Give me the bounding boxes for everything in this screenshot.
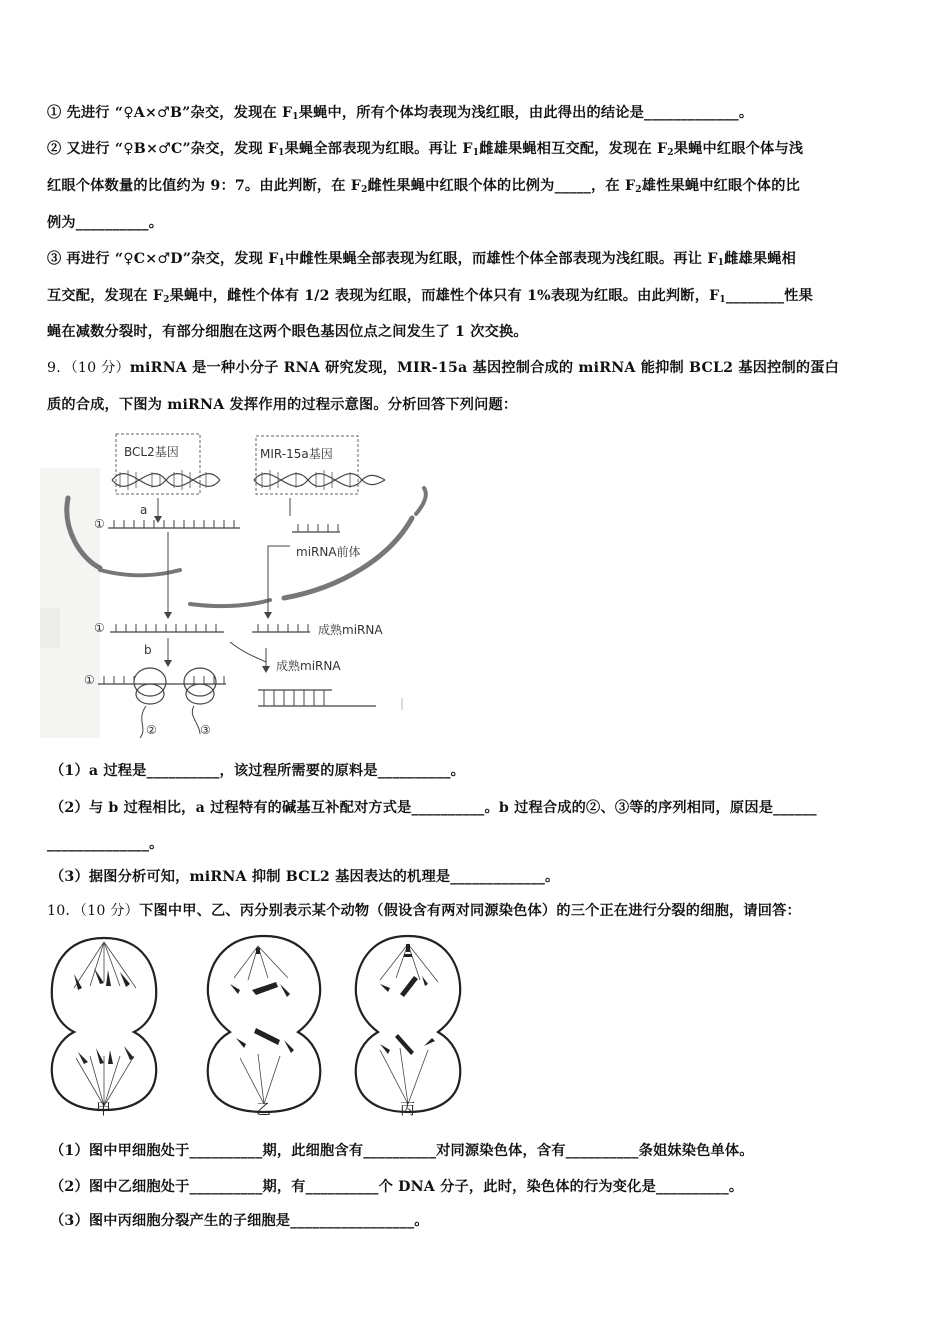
q9-stem-line2: 质的合成，下图为 miRNA 发挥作用的过程示意图。分析回答下列问题： bbox=[47, 397, 518, 413]
label-b: b bbox=[144, 643, 152, 657]
q9-number: 9．（10 分） bbox=[47, 360, 130, 376]
mature-mirna-label-1: 成熟miRNA bbox=[318, 623, 383, 637]
q8-part2-line1: ② 又进行 “♀B×♂C”杂交，发现 $F_1$果蝇全部表现为红眼。再让 $F_1$雌雄果蝇相互交配，发现在 $F_2$果蝇中红眼个体与浅 bbox=[47, 141, 804, 158]
circle-label-1b: ① bbox=[94, 621, 105, 635]
circle-label-3: ③ bbox=[200, 723, 211, 737]
cell-label-bing: 丙 bbox=[400, 1100, 416, 1118]
label-a: a bbox=[140, 503, 148, 517]
cell-division-figure bbox=[44, 928, 484, 1120]
mature-mirna-label-2: 成熟miRNA bbox=[276, 659, 341, 673]
mir15a-gene-label: MIR-15a基因 bbox=[260, 447, 333, 461]
mirna-process-figure bbox=[40, 428, 440, 743]
q9-sub2-line1: （2）与 b 过程相比，a 过程特有的碱基互补配对方式是__________。b 过程合成的②、③等的序列相同，原因是______ bbox=[50, 800, 817, 816]
cell-jia bbox=[52, 938, 156, 1110]
q9-sub3: （3）据图分析可知，miRNA 抑制 BCL2 基因表达的机理是_____________。 bbox=[50, 869, 560, 885]
q8-part2-line3: 例为__________。 bbox=[47, 215, 164, 231]
cell-label-yi: 乙 bbox=[256, 1100, 272, 1118]
mirna-precursor-label: miRNA前体 bbox=[296, 545, 361, 559]
q10-sub1: （1）图中甲细胞处于__________期，此细胞含有__________对同源染色体，含有__________条姐妹染色单体。 bbox=[50, 1143, 754, 1159]
q8-part2-line2: 红眼个体数量的比值约为 9：7。由此判断，在 $F_2$雌性果蝇中红眼个体的比例为_____，在 $F_2$雄性果蝇中红眼个体的比 bbox=[47, 178, 800, 195]
q10-sub3: （3）图中丙细胞分裂产生的子细胞是_________________。 bbox=[50, 1213, 429, 1229]
q10-stem: 10．（10 分）下图中甲、乙、丙分别表示某个动物（假设含有两对同源染色体）的三个正在进行分裂的细胞，请回答： bbox=[47, 903, 801, 919]
q8-part3-line1: ③ 再进行 “♀C×♂D”杂交，发现 $F_1$中雌性果蝇全部表现为红眼，而雄性个体全部表现为浅红眼。再让 $F_1$雌雄果蝇相 bbox=[47, 251, 797, 268]
q9-sub2-line2: ______________。 bbox=[47, 836, 164, 852]
q10-number: 10．（10 分） bbox=[47, 903, 140, 919]
circle-label-1a: ① bbox=[94, 517, 105, 531]
q8-part3-line3: 蝇在减数分裂时，有部分细胞在这两个眼色基因位点之间发生了 1 次交换。 bbox=[47, 324, 528, 340]
circle-label-1c: ① bbox=[84, 673, 95, 687]
q9-sub1: （1）a 过程是__________，该过程所需要的原料是__________。 bbox=[50, 763, 466, 779]
cell-yi bbox=[208, 936, 321, 1112]
circle-label-2: ② bbox=[146, 723, 157, 737]
q9-stem-line1: 9．（10 分）miRNA 是一种小分子 RNA 研究发现，MIR-15a 基因控制合成的 miRNA 能抑制 BCL2 基因控制的蛋白 bbox=[47, 360, 840, 376]
q8-part1: ① 先进行 “♀A×♂B”杂交，发现在 $F_1$果蝇中，所有个体均表现为浅红眼，由此得出的结论是_____________。 bbox=[47, 105, 754, 122]
cell-bing bbox=[356, 936, 461, 1112]
cell-label-jia: 甲 bbox=[96, 1100, 112, 1118]
q10-sub2: （2）图中乙细胞处于__________期，有__________个 DNA 分子，此时，染色体的行为变化是__________。 bbox=[50, 1179, 744, 1195]
bcl2-gene-label: BCL2基因 bbox=[124, 445, 179, 459]
q8-part3-line2: 互交配，发现在 $F_2$果蝇中，雌性个体有 1/2 表现为红眼，而雄性个体只有 1%表现为红眼。由此判断，$F_1\_\_\_\_\_\_\_\_$性果 bbox=[47, 288, 813, 305]
